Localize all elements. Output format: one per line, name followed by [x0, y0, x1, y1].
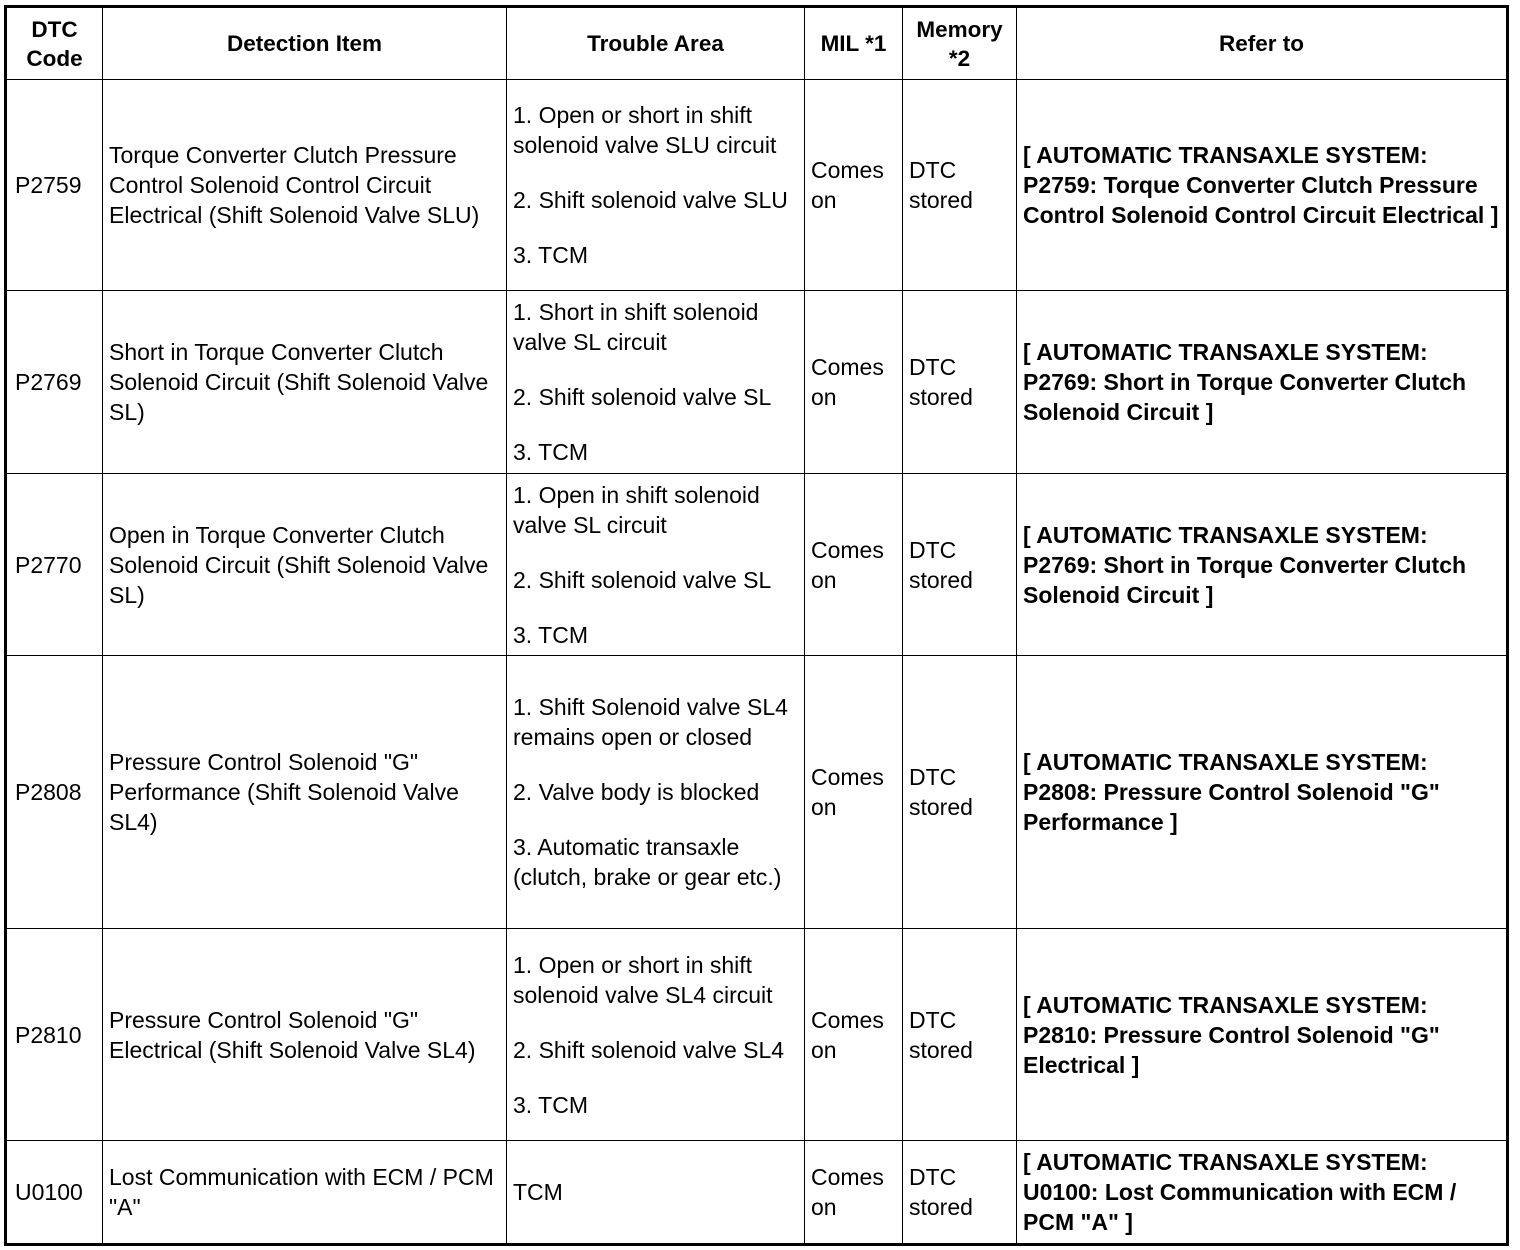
detection-item-cell: Pressure Control Solenoid "G" Performance (Shift Solenoid Valve SL4) [103, 656, 507, 929]
refer-to-link[interactable]: [ AUTOMATIC TRANSAXLE SYSTEM: P2808: Pressure Control Solenoid "G" Performance ] [1017, 656, 1508, 929]
mil-cell: Comes on [805, 656, 903, 929]
dtc-code-cell: P2759 [6, 80, 103, 291]
table-row [6, 291, 1508, 474]
dtc-code-cell: P2810 [6, 929, 103, 1141]
dtc-code-cell: P2808 [6, 656, 103, 929]
trouble-area-item: 2. Shift solenoid valve SL [513, 384, 772, 410]
trouble-area-list [513, 297, 798, 467]
trouble-area-item: 3. TCM [513, 439, 588, 465]
header-mil: MIL *1 [805, 7, 903, 80]
table-row [6, 656, 1508, 929]
memory-cell: DTC stored [903, 80, 1017, 291]
trouble-area-item: 1. Open in shift solenoid valve SL circuit [513, 481, 760, 538]
trouble-area-cell [507, 80, 805, 291]
table-row [6, 474, 1508, 656]
trouble-area-item: 1. Open or short in shift solenoid valve SLU circuit [513, 102, 777, 158]
table-header [6, 7, 1508, 80]
header-memory: Memory *2 [903, 7, 1017, 80]
mil-cell: Comes on [805, 80, 903, 291]
trouble-area-item: 3. TCM [513, 621, 588, 648]
detection-item-cell: Torque Converter Clutch Pressure Control Solenoid Control Circuit Electrical (Shift Solenoid Valve SLU) [103, 80, 507, 291]
table-row [6, 929, 1508, 1141]
refer-to-link[interactable]: [ AUTOMATIC TRANSAXLE SYSTEM: P2769: Short in Torque Converter Clutch Solenoid Circuit ] [1017, 291, 1508, 474]
memory-cell: DTC stored [903, 929, 1017, 1141]
dtc-table [4, 5, 1509, 1246]
mil-cell: Comes on [805, 1141, 903, 1245]
trouble-area-cell [507, 656, 805, 929]
refer-to-link[interactable]: [ AUTOMATIC TRANSAXLE SYSTEM: P2759: Torque Converter Clutch Pressure Control Solenoid Control Circuit Electrical ] [1017, 80, 1508, 291]
trouble-area-cell [507, 929, 805, 1141]
trouble-area-cell [507, 291, 805, 474]
table-row [6, 80, 1508, 291]
trouble-area-list [513, 692, 798, 892]
refer-to-link[interactable]: [ AUTOMATIC TRANSAXLE SYSTEM: P2810: Pressure Control Solenoid "G" Electrical ] [1017, 929, 1508, 1141]
memory-cell: DTC stored [903, 291, 1017, 474]
trouble-area-item: TCM [513, 1179, 563, 1205]
table-row [6, 1141, 1508, 1245]
header-refer-to: Refer to [1017, 7, 1508, 80]
trouble-area-list [513, 950, 798, 1120]
trouble-area-item: 2. Shift solenoid valve SLU [513, 187, 788, 213]
memory-cell: DTC stored [903, 656, 1017, 929]
trouble-area-item: 3. TCM [513, 242, 588, 268]
trouble-area-list [513, 100, 798, 270]
table-body [6, 80, 1508, 1245]
trouble-area-item: 3. Automatic transaxle (clutch, brake or gear etc.) [513, 834, 782, 890]
mil-cell: Comes on [805, 474, 903, 656]
dtc-code-cell: P2770 [6, 474, 103, 656]
trouble-area-item: 3. TCM [513, 1091, 588, 1118]
detection-item-cell: Open in Torque Converter Clutch Solenoid Circuit (Shift Solenoid Valve SL) [103, 474, 507, 656]
header-trouble-area: Trouble Area [507, 7, 805, 80]
trouble-area-item: 2. Valve body is blocked [513, 779, 760, 805]
header-dtc-code: DTC Code [6, 7, 103, 80]
memory-cell: DTC stored [903, 1141, 1017, 1245]
detection-item-cell: Lost Communication with ECM / PCM "A" [103, 1141, 507, 1245]
trouble-area-item: 2. Shift solenoid valve SL [513, 566, 772, 593]
dtc-code-cell: P2769 [6, 291, 103, 474]
header-detection-item: Detection Item [103, 7, 507, 80]
trouble-area-list [513, 1177, 798, 1207]
memory-cell: DTC stored [903, 474, 1017, 656]
mil-cell: Comes on [805, 929, 903, 1141]
detection-item-cell: Short in Torque Converter Clutch Solenoid Circuit (Shift Solenoid Valve SL) [103, 291, 507, 474]
refer-to-link[interactable]: [ AUTOMATIC TRANSAXLE SYSTEM: P2769: Short in Torque Converter Clutch Solenoid Circuit ] [1017, 474, 1508, 656]
header-row [6, 7, 1508, 80]
trouble-area-item: 1. Short in shift solenoid valve SL circuit [513, 299, 759, 355]
trouble-area-item: 2. Shift solenoid valve SL4 [513, 1036, 785, 1063]
trouble-area-list [513, 480, 798, 650]
mil-cell: Comes on [805, 291, 903, 474]
refer-to-link[interactable]: [ AUTOMATIC TRANSAXLE SYSTEM: U0100: Lost Communication with ECM / PCM "A" ] [1017, 1141, 1508, 1245]
detection-item-cell: Pressure Control Solenoid "G" Electrical (Shift Solenoid Valve SL4) [103, 929, 507, 1141]
trouble-area-item: 1. Shift Solenoid valve SL4 remains open or closed [513, 694, 788, 750]
trouble-area-cell [507, 474, 805, 656]
trouble-area-cell [507, 1141, 805, 1245]
trouble-area-item: 1. Open or short in shift solenoid valve SL4 circuit [513, 951, 773, 1008]
dtc-code-cell: U0100 [6, 1141, 103, 1245]
